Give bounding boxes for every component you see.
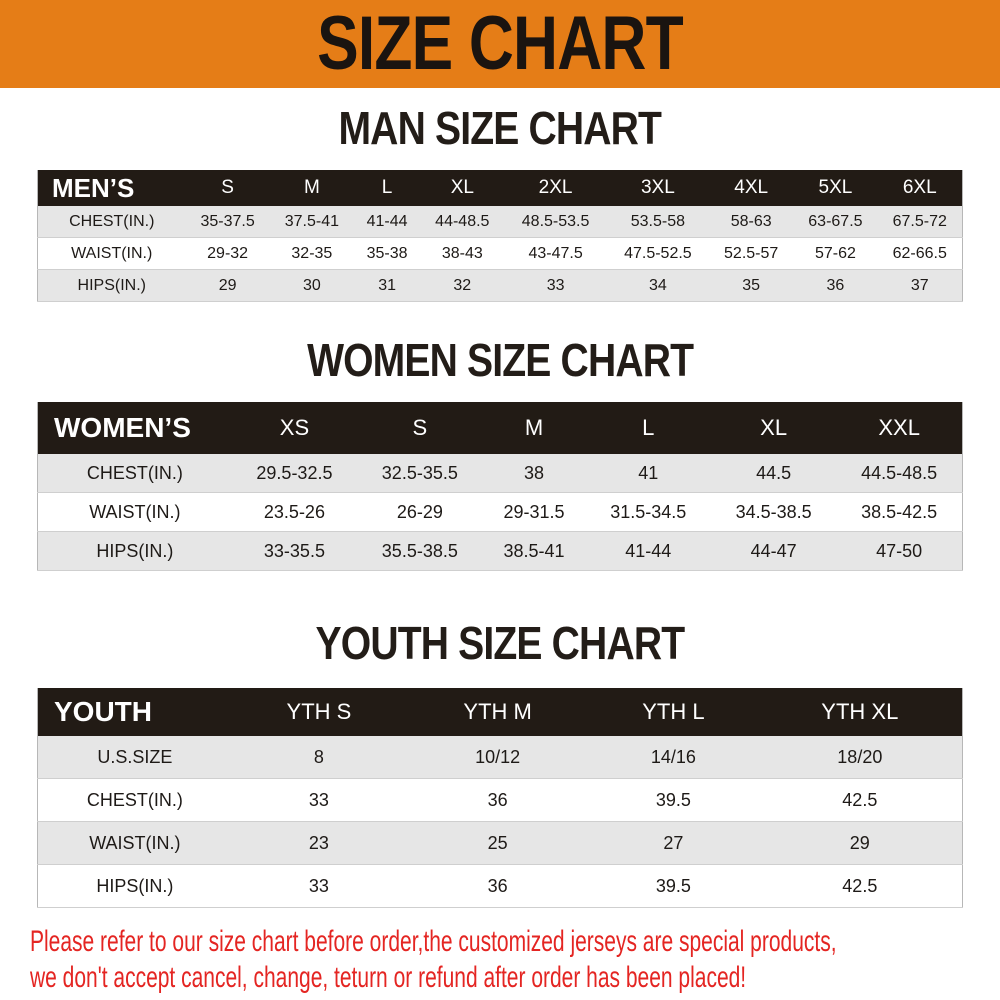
value-cell: 39.5: [589, 779, 757, 822]
table-row: [38, 238, 963, 270]
size-column-header: 5XL: [793, 170, 877, 206]
value-cell: 30: [270, 270, 354, 302]
value-cell: 29-31.5: [483, 493, 586, 532]
size-chart-banner: [0, 0, 1000, 88]
men-section-heading-text: MAN SIZE CHART: [338, 102, 662, 154]
row-label-cell: CHEST(IN.): [38, 454, 232, 493]
size-column-header: 6XL: [878, 170, 963, 206]
value-cell: 29.5-32.5: [232, 454, 357, 493]
women-size-table: [37, 402, 963, 571]
value-cell: 33: [504, 270, 606, 302]
value-cell: 31.5-34.5: [586, 493, 711, 532]
women-section-heading: [0, 336, 1000, 384]
table-row: [38, 532, 963, 571]
value-cell: 33-35.5: [232, 532, 357, 571]
value-cell: 43-47.5: [504, 238, 606, 270]
value-cell: 36: [793, 270, 877, 302]
value-cell: 37.5-41: [270, 206, 354, 238]
row-label-cell: HIPS(IN.): [38, 532, 232, 571]
value-cell: 38: [483, 454, 586, 493]
value-cell: 35-38: [354, 238, 420, 270]
youth-size-section: [0, 619, 1000, 908]
value-cell: 27: [589, 822, 757, 865]
women-size-section: [0, 336, 1000, 571]
value-cell: 34: [607, 270, 709, 302]
row-label-cell: WAIST(IN.): [38, 822, 232, 865]
size-column-header: YTH XL: [758, 688, 963, 736]
value-cell: 31: [354, 270, 420, 302]
value-cell: 35: [709, 270, 793, 302]
table-row: [38, 822, 963, 865]
value-cell: 44-47: [711, 532, 836, 571]
size-column-header: S: [186, 170, 270, 206]
youth-section-heading: [0, 619, 1000, 667]
size-column-header: XS: [232, 402, 357, 454]
table-row: [38, 493, 963, 532]
table-title-cell: YOUTH: [38, 688, 232, 736]
men-size-table-wrap: [37, 170, 963, 302]
size-column-header: YTH S: [232, 688, 406, 736]
men-size-section: [0, 104, 1000, 302]
men-size-table: [37, 170, 963, 302]
value-cell: 62-66.5: [878, 238, 963, 270]
value-cell: 63-67.5: [793, 206, 877, 238]
value-cell: 14/16: [589, 736, 757, 779]
value-cell: 32-35: [270, 238, 354, 270]
size-column-header: L: [586, 402, 711, 454]
table-title-cell: WOMEN’S: [38, 402, 232, 454]
women-section-heading-text: WOMEN SIZE CHART: [306, 334, 694, 386]
table-row: [38, 206, 963, 238]
row-label-cell: CHEST(IN.): [38, 779, 232, 822]
size-column-header: XL: [420, 170, 504, 206]
row-label-cell: WAIST(IN.): [38, 238, 186, 270]
value-cell: 67.5-72: [878, 206, 963, 238]
value-cell: 34.5-38.5: [711, 493, 836, 532]
footer-disclaimer-line-2: we don't accept cancel, change, teturn or refund after order has been placed!: [30, 961, 747, 994]
table-header-row: [38, 688, 963, 736]
value-cell: 47-50: [836, 532, 962, 571]
table-title-cell: MEN’S: [38, 170, 186, 206]
value-cell: 23: [232, 822, 406, 865]
footer-disclaimer-line-1: Please refer to our size chart before order,the customized jerseys are special products,: [30, 925, 837, 958]
value-cell: 41-44: [586, 532, 711, 571]
youth-section-heading-text: YOUTH SIZE CHART: [315, 617, 685, 669]
value-cell: 32: [420, 270, 504, 302]
value-cell: 38.5-41: [483, 532, 586, 571]
row-label-cell: U.S.SIZE: [38, 736, 232, 779]
value-cell: 33: [232, 779, 406, 822]
value-cell: 38-43: [420, 238, 504, 270]
value-cell: 37: [878, 270, 963, 302]
table-row: [38, 454, 963, 493]
value-cell: 33: [232, 865, 406, 908]
value-cell: 52.5-57: [709, 238, 793, 270]
value-cell: 44-48.5: [420, 206, 504, 238]
value-cell: 29: [186, 270, 270, 302]
size-column-header: YTH L: [589, 688, 757, 736]
row-label-cell: CHEST(IN.): [38, 206, 186, 238]
table-row: [38, 736, 963, 779]
value-cell: 39.5: [589, 865, 757, 908]
value-cell: 29-32: [186, 238, 270, 270]
size-column-header: XL: [711, 402, 836, 454]
value-cell: 35.5-38.5: [357, 532, 482, 571]
value-cell: 44.5: [711, 454, 836, 493]
value-cell: 29: [758, 822, 963, 865]
table-row: [38, 865, 963, 908]
row-label-cell: HIPS(IN.): [38, 865, 232, 908]
value-cell: 25: [406, 822, 589, 865]
youth-size-table-wrap: [37, 688, 963, 908]
youth-size-table: [37, 688, 963, 908]
size-column-header: YTH M: [406, 688, 589, 736]
value-cell: 10/12: [406, 736, 589, 779]
value-cell: 57-62: [793, 238, 877, 270]
value-cell: 41: [586, 454, 711, 493]
value-cell: 18/20: [758, 736, 963, 779]
value-cell: 53.5-58: [607, 206, 709, 238]
row-label-cell: HIPS(IN.): [38, 270, 186, 302]
size-column-header: 2XL: [504, 170, 606, 206]
value-cell: 38.5-42.5: [836, 493, 962, 532]
size-column-header: M: [483, 402, 586, 454]
value-cell: 58-63: [709, 206, 793, 238]
value-cell: 36: [406, 779, 589, 822]
page-title: SIZE CHART: [317, 1, 683, 86]
value-cell: 8: [232, 736, 406, 779]
size-column-header: M: [270, 170, 354, 206]
size-column-header: S: [357, 402, 482, 454]
value-cell: 42.5: [758, 779, 963, 822]
men-section-heading: [0, 104, 1000, 152]
row-label-cell: WAIST(IN.): [38, 493, 232, 532]
value-cell: 36: [406, 865, 589, 908]
table-row: [38, 270, 963, 302]
value-cell: 48.5-53.5: [504, 206, 606, 238]
value-cell: 42.5: [758, 865, 963, 908]
table-header-row: [38, 170, 963, 206]
value-cell: 26-29: [357, 493, 482, 532]
size-column-header: 3XL: [607, 170, 709, 206]
size-column-header: 4XL: [709, 170, 793, 206]
footer-disclaimer: [30, 924, 1000, 996]
value-cell: 47.5-52.5: [607, 238, 709, 270]
value-cell: 23.5-26: [232, 493, 357, 532]
value-cell: 32.5-35.5: [357, 454, 482, 493]
size-column-header: XXL: [836, 402, 962, 454]
value-cell: 35-37.5: [186, 206, 270, 238]
table-row: [38, 779, 963, 822]
women-size-table-wrap: [37, 402, 963, 571]
value-cell: 44.5-48.5: [836, 454, 962, 493]
value-cell: 41-44: [354, 206, 420, 238]
size-column-header: L: [354, 170, 420, 206]
table-header-row: [38, 402, 963, 454]
